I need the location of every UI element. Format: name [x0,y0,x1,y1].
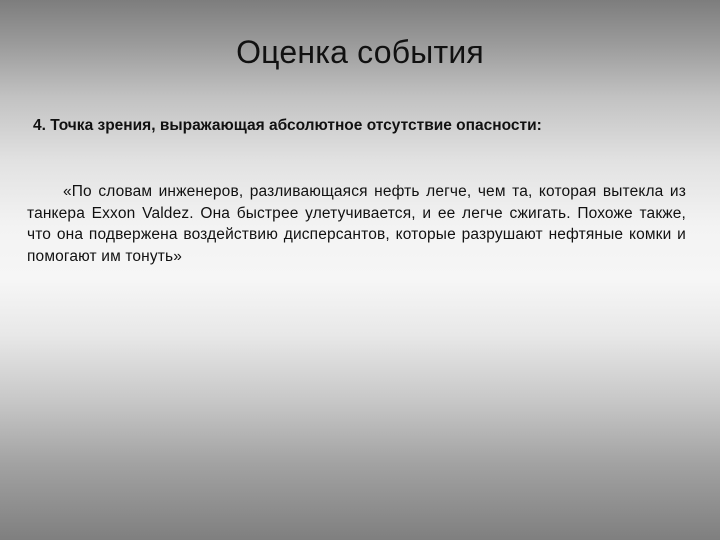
slide-quote: «По словам инженеров, разливающаяся нефть легче, чем та, которая вытекла из танкера Exxon Valdez. Она быстрее улетучивается, и ее легче сжигать. Похоже также, что она подвержена воздействию дисперсантов, которые разрушают нефтяные комки и помогают им тонуть» [27,183,686,265]
slide-title: Оценка события [236,34,484,70]
slide-subtitle: 4. Точка зрения, выражающая абсолютное отсутствие опасности: [33,117,542,134]
